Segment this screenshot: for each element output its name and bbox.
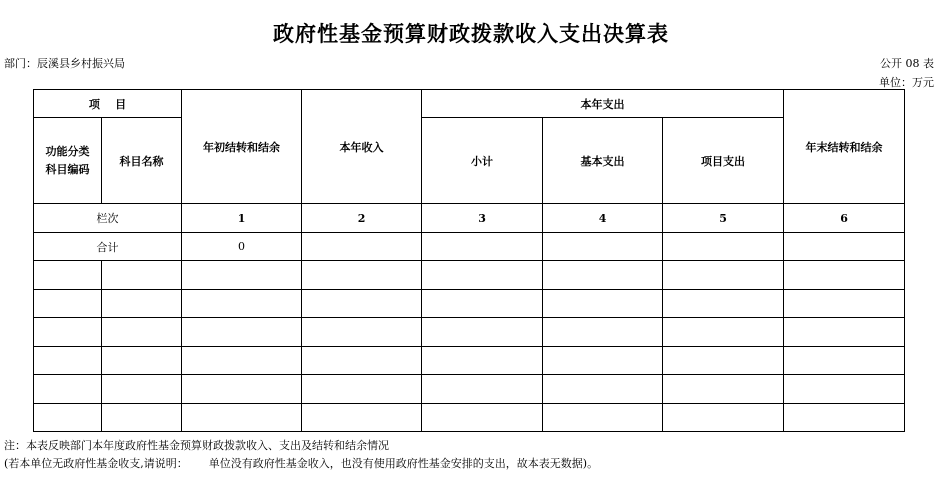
footnote-prefix: (若本单位无政府性基金收支,请说明： [4, 457, 188, 470]
budget-table [33, 89, 905, 432]
total-cell: 0 [182, 233, 302, 261]
header-item: 项 目 [34, 90, 182, 118]
header-project-expenditure: 项目支出 [663, 118, 784, 204]
total-cell [543, 233, 663, 261]
table-row [34, 347, 905, 375]
table-row [34, 404, 905, 432]
column-number: 2 [302, 204, 422, 233]
page-title: 政府性基金预算财政拨款收入支出决算表 [273, 22, 669, 46]
column-index-label: 栏次 [34, 204, 182, 233]
header-subject-name: 科目名称 [102, 118, 182, 204]
header-current-expenditure: 本年支出 [422, 90, 784, 118]
column-number: 6 [784, 204, 905, 233]
total-cell [663, 233, 784, 261]
table-row [34, 318, 905, 347]
total-row [34, 233, 905, 261]
total-cell [302, 233, 422, 261]
header-closing-balance: 年末结转和结余 [784, 90, 905, 204]
footnote-line2 [4, 455, 598, 471]
total-cell [422, 233, 543, 261]
column-number: 4 [543, 204, 663, 233]
form-number: 公开 08 表 [880, 57, 934, 70]
footnote-line1: 注：本表反映部门本年度政府性基金预算财政拨款收入、支出及结转和结余情况 [4, 439, 389, 452]
column-number: 3 [422, 204, 543, 233]
total-label: 合计 [34, 233, 182, 261]
table-row [34, 290, 905, 318]
table-row [34, 261, 905, 290]
table-row [34, 375, 905, 404]
header-current-income: 本年收入 [302, 90, 422, 204]
column-number: 1 [182, 204, 302, 233]
header-opening-balance: 年初结转和结余 [182, 90, 302, 204]
header-basic-expenditure: 基本支出 [543, 118, 663, 204]
header-subtotal: 小计 [422, 118, 543, 204]
column-index-row [34, 204, 905, 233]
column-number: 5 [663, 204, 784, 233]
total-cell [784, 233, 905, 261]
footnote-explanation: 单位没有政府性基金收入，也没有使用政府性基金安排的支出，故本表无数据)。 [208, 457, 599, 470]
header-func-code: 功能分类科目编码 [34, 118, 102, 204]
unit-label: 单位：万元 [879, 76, 934, 89]
department-label: 部门：辰溪县乡村振兴局 [4, 57, 125, 70]
